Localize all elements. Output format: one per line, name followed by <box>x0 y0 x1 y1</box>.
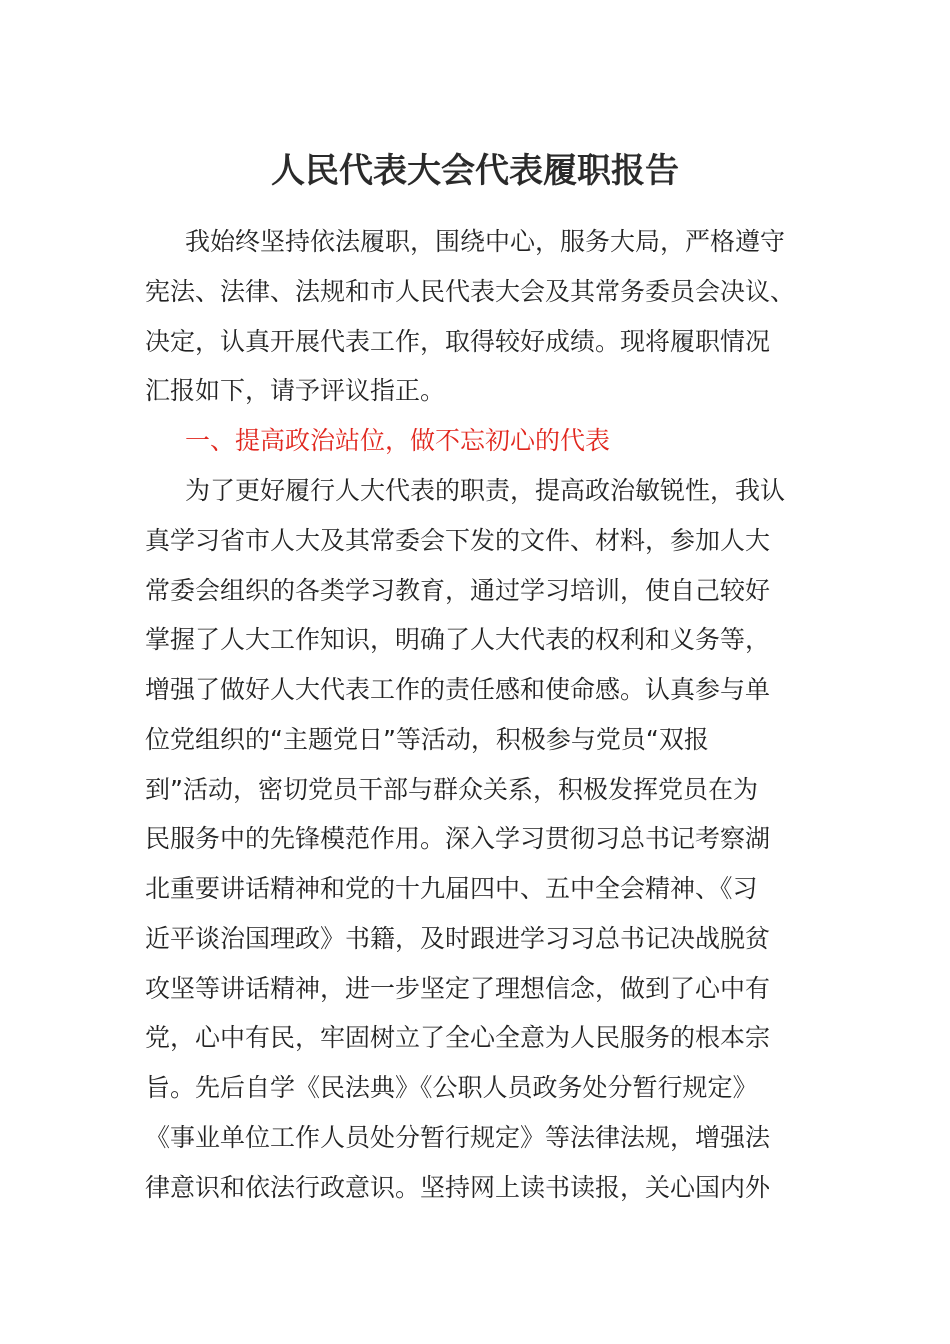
section-1-line-13: 旨。先后自学《民法典》《公职人员政务处分暂行规定》 <box>145 1073 758 1102</box>
section-1-line-5: 增强了做好人大代表工作的责任感和使命感。认真参与单 <box>145 675 771 704</box>
section-1-line-10: 近平谈治国理政》书籍，及时跟进学习习总书记决战脱贫 <box>145 924 771 953</box>
intro-line-4: 汇报如下，请予评议指正。 <box>145 376 446 405</box>
intro-line-3: 决定，认真开展代表工作，取得较好成绩。现将履职情况 <box>145 327 771 356</box>
section-1-line-15: 律意识和依法行政意识。坚持网上读书读报，关心国内外 <box>145 1173 771 1202</box>
section-1-line-9: 北重要讲话精神和党的十九届四中、五中全会精神、《习 <box>145 874 758 903</box>
section-1-line-7: 到”活动，密切党员干部与群众关系，积极发挥党员在为 <box>145 775 758 804</box>
document-title: 人民代表大会代表履职报告 <box>271 151 679 191</box>
intro-line-1: 我始终坚持依法履职，围绕中心，服务大局，严格遵守 <box>185 227 786 256</box>
section-1-line-11: 攻坚等讲话精神，进一步坚定了理想信念，做到了心中有 <box>145 974 771 1003</box>
section-1-heading: 一、提高政治站位，做不忘初心的代表 <box>185 426 611 455</box>
section-1-line-8: 民服务中的先锋模范作用。深入学习贯彻习总书记考察湖 <box>145 824 771 853</box>
section-1-line-12: 党，心中有民，牢固树立了全心全意为人民服务的根本宗 <box>145 1023 771 1052</box>
intro-line-2: 宪法、法律、法规和市人民代表大会及其常务委员会决议、 <box>145 277 796 306</box>
section-1-line-4: 掌握了人大工作知识，明确了人大代表的权利和义务等， <box>145 625 771 654</box>
section-1-line-2: 真学习省市人大及其常委会下发的文件、材料，参加人大 <box>145 526 771 555</box>
section-1-line-1: 为了更好履行人大代表的职责，提高政治敏锐性，我认 <box>185 476 786 505</box>
section-1-line-6: 位党组织的“主题党日”等活动，积极参与党员“双报 <box>145 725 709 754</box>
section-1-line-3: 常委会组织的各类学习教育，通过学习培训，使自己较好 <box>145 576 771 605</box>
section-1-line-14: 《事业单位工作人员处分暂行规定》等法律法规，增强法 <box>145 1123 771 1152</box>
